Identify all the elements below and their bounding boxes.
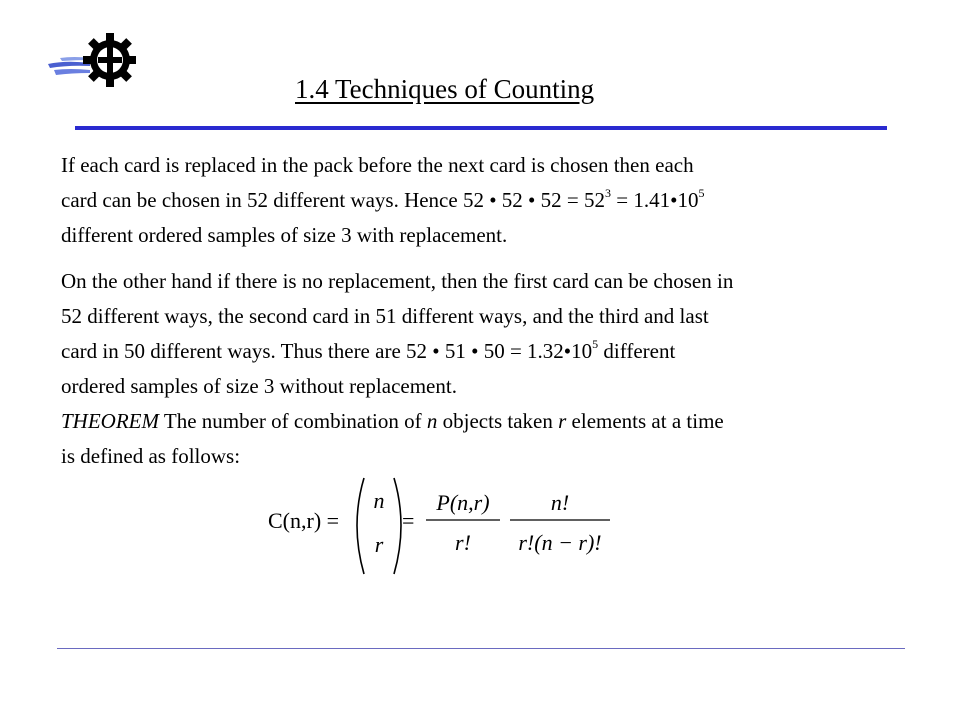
p2-line-3 (61, 334, 921, 369)
formula-lhs: C(n,r) = (268, 508, 340, 533)
frac2-numerator: n! (550, 490, 570, 515)
binom-left-paren (357, 478, 364, 574)
theorem-line-1 (61, 404, 921, 439)
p2-line-1: On the other hand if there is no replacement, then the first card can be chosen in (61, 269, 734, 293)
title-underline-rule (75, 126, 887, 130)
p2-line-3-a: card in 50 different ways. Thus there are 52 • 51 • 50 = 1.32•10 (61, 339, 593, 363)
theorem-var-n: n (426, 409, 438, 433)
p1-exp-1: 3 (605, 186, 611, 200)
slide-title: 1.4 Techniques of Counting (295, 74, 595, 104)
binom-right-paren (394, 478, 401, 574)
formula-eq: = (402, 508, 415, 533)
p1-line-2-a: card can be chosen in 52 different ways. Hence 52 • 52 • 52 = 52 (61, 188, 605, 212)
paragraph-with-replacement (61, 148, 921, 253)
binom-bottom: r (374, 532, 384, 557)
p2-line-3-b: different (598, 339, 676, 363)
p1-line-3: different ordered samples of size 3 with replacement. (61, 223, 508, 247)
theorem-label: THEOREM (61, 409, 159, 433)
p1-line-2-b: = 1.41•10 (611, 188, 699, 212)
theorem-text-b: objects taken (437, 409, 559, 433)
paragraph-without-replacement (61, 264, 921, 404)
theorem-line-2: is defined as follows: (61, 444, 241, 468)
theorem-paragraph (61, 404, 921, 474)
binom-top: n (373, 488, 385, 513)
theorem-var-r: r (558, 409, 567, 433)
p2-line-4: ordered samples of size 3 without replacement. (61, 374, 457, 398)
p1-line-2 (61, 183, 921, 218)
p2-line-2: 52 different ways, the second card in 51 different ways, and the third and last (61, 304, 709, 328)
frac1-numerator: P(n,r) (436, 490, 490, 515)
combination-formula (268, 470, 613, 585)
footer-rule (57, 648, 905, 649)
university-gear-logo-icon (46, 30, 136, 90)
theorem-text-c: elements at a time (566, 409, 724, 433)
frac2-denominator: r!(n − r)! (518, 530, 602, 555)
theorem-text-a: The number of combination of (159, 409, 427, 433)
p2-exp: 5 (592, 337, 599, 351)
p1-exp-2: 5 (698, 186, 705, 200)
frac1-denominator: r! (455, 530, 471, 555)
p1-line-1: If each card is replaced in the pack before the next card is chosen then each (61, 153, 694, 177)
